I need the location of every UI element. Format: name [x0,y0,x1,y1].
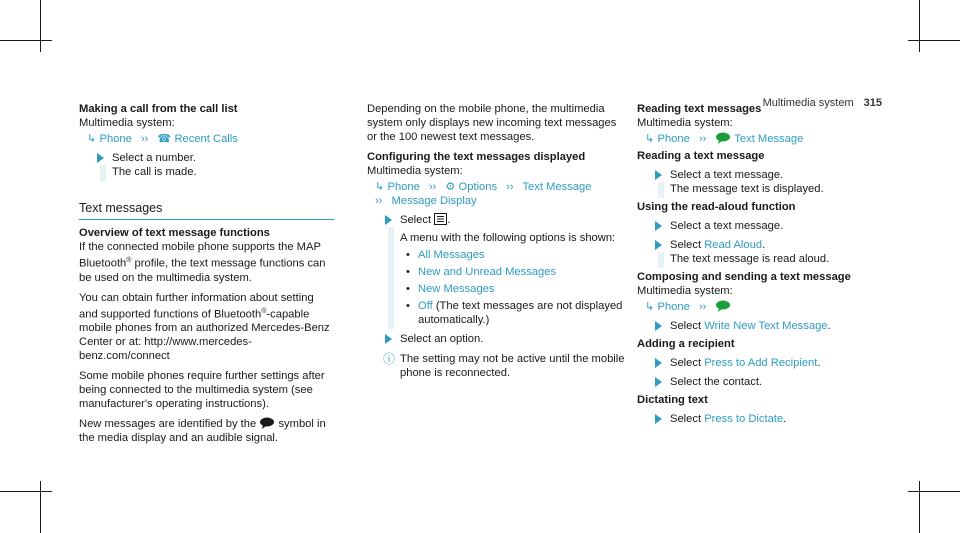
step [637,375,887,389]
step-triangle-icon [655,240,662,250]
crop-mark [919,481,920,533]
step [637,219,887,233]
step-select: Select [670,413,702,425]
step [637,238,887,266]
step-text: Select a number. [112,152,196,164]
system-label: Multimedia system: [637,117,733,129]
step-text: Select a text message. [670,220,784,232]
section-heading: Text messages [79,201,334,220]
system-label: Multimedia system: [367,165,463,177]
option-new-unread[interactable]: New and Unread Messages [418,266,557,278]
double-chevron-icon: ›› [698,133,707,145]
heading-overview: Overview of text message functions [79,227,270,239]
nav-phone[interactable]: Phone [657,133,690,145]
option-item [400,299,625,327]
paragraph: Depending on the mobile phone, the multimedia system only displays new incoming text messages or the 100 newest text messages. [367,103,617,143]
step-select: Select [670,357,702,369]
option-off-desc: (The text messages are not displayed automatically.) [418,300,623,326]
column-2 [367,102,625,386]
step [367,213,625,327]
step-text: Select an option. [400,333,484,345]
nav-path [637,300,887,314]
step-text [670,412,887,426]
double-chevron-icon: ›› [698,301,707,313]
crop-mark [0,491,52,492]
phone-call-icon: ☎ [157,133,172,145]
column-1 [79,102,334,445]
step-triangle-icon [655,358,662,368]
para-text: New messages are identified by the [79,418,257,431]
step-text [670,238,887,252]
nav-recent-calls[interactable]: Recent Calls [174,133,238,145]
step-text: Select the contact. [670,376,763,388]
crop-mark [908,491,960,492]
nav-text-message[interactable]: Text Message [522,181,592,193]
step-desc: A menu with the following options is shown: [400,232,616,244]
option-all-messages[interactable]: All Messages [418,249,485,261]
add-recipient-link[interactable]: Press to Add Recipient [704,357,818,369]
step [637,168,887,196]
nav-text-message[interactable]: Text Message [734,133,804,145]
step-triangle-icon [655,321,662,331]
message-bubble-icon [715,132,731,144]
nav-path [367,180,625,208]
message-bubble-icon [715,300,731,312]
route-arrow-icon: ↳ [645,133,655,145]
step-bar [100,165,106,181]
step-punct: . [762,239,766,251]
dictate-link[interactable]: Press to Dictate [704,413,784,425]
step [79,151,334,179]
heading-configuring: Configuring the text messages displayed [367,151,586,163]
crop-mark [0,40,52,41]
step-triangle-icon [385,334,392,344]
double-chevron-icon: ›› [375,195,383,207]
step-select: Select [670,320,702,332]
step-select: Select [670,239,702,251]
step-text [670,319,887,333]
step-text [400,213,625,227]
step-result: The text message is read aloud. [670,253,830,265]
nav-message-display[interactable]: Message Display [391,195,477,207]
route-arrow-icon: ↳ [87,133,97,145]
step-result: The call is made. [112,166,197,178]
paragraph [79,291,334,364]
system-label: Multimedia system: [79,117,175,129]
menu-list-icon [434,213,447,225]
route-arrow-icon: ↳ [645,301,655,313]
gear-icon: ⚙ [445,181,456,193]
option-item [400,265,625,279]
nav-path [637,132,887,146]
step-punct: . [783,413,787,425]
heading-reading-one: Reading a text message [637,150,765,162]
page-number: 315 [863,97,882,109]
heading-composing: Composing and sending a text message [637,271,851,283]
step-triangle-icon [655,170,662,180]
step [637,412,887,426]
option-item [400,282,625,296]
crop-mark [919,0,920,52]
heading-reading: Reading text messages [637,103,762,115]
info-icon: ⓘ [383,352,396,366]
header-section: Multimedia system [762,97,854,109]
double-chevron-icon: ›› [506,181,514,193]
system-label: Multimedia system: [637,285,733,297]
step [637,319,887,333]
option-off[interactable]: Off [418,300,433,312]
registered-mark: ® [126,257,132,264]
nav-phone[interactable]: Phone [99,133,132,145]
note-text: The setting may not be active until the mobile phone is reconnected. [400,353,625,379]
paragraph [79,417,334,445]
step-triangle-icon [655,414,662,424]
para-text: profile, the text message functions can be used on the multimedia system. [79,257,326,284]
step-triangle-icon [655,221,662,231]
heading-add-recipient: Adding a recipient [637,338,735,350]
route-arrow-icon: ↳ [375,181,385,193]
nav-path [79,132,334,146]
option-item [400,248,625,262]
nav-phone[interactable]: Phone [387,181,420,193]
double-chevron-icon: ›› [140,133,149,145]
note [367,352,625,380]
step [637,356,887,370]
step-punct: . [817,357,821,369]
step-text: Select a text message. [670,169,784,181]
step-text [670,356,887,370]
heading-read-aloud: Using the read-aloud function [637,201,796,213]
step-select: Select [400,214,432,226]
para-text: -capable mobile phones from an authorized Mercedes-Benz Center or at: http://www.mercedes-benz.com/connect [79,308,330,363]
option-new-messages[interactable]: New Messages [418,283,495,295]
step-bar [388,227,394,329]
write-new-message-link[interactable]: Write New Text Message [704,320,828,332]
crop-mark [908,40,960,41]
para-text: If the connected mobile phone supports the MAP Bluetooth [79,241,321,270]
crop-mark [40,481,41,533]
step-result: The message text is displayed. [670,183,824,195]
paragraph [79,240,334,285]
heading-call-list: Making a call from the call list [79,103,238,115]
para-text: You can obtain further information about setting and supported functions of Bluetooth [79,291,314,321]
step-punct: . [827,320,831,332]
column-3 [637,102,887,430]
read-aloud-link[interactable]: Read Aloud [704,239,763,251]
registered-mark: ® [261,307,267,315]
nav-phone[interactable]: Phone [657,301,690,313]
crop-mark [40,0,41,52]
double-chevron-icon: ›› [428,181,437,193]
step-bar [658,252,664,268]
paragraph: Some mobile phones require further settings after being connected to the multimedia system (see manufacturer's operating instructions). [79,370,325,411]
step-triangle-icon [97,153,104,163]
step-triangle-icon [655,377,662,387]
step-bar [658,182,664,198]
message-bubble-icon [259,417,275,429]
para-text: symbol in the media display and an audible signal. [79,418,326,445]
step-punct: . [447,214,451,226]
step-triangle-icon [385,215,392,225]
heading-dictating: Dictating text [637,394,708,406]
nav-options[interactable]: Options [458,181,498,193]
step [367,332,625,346]
